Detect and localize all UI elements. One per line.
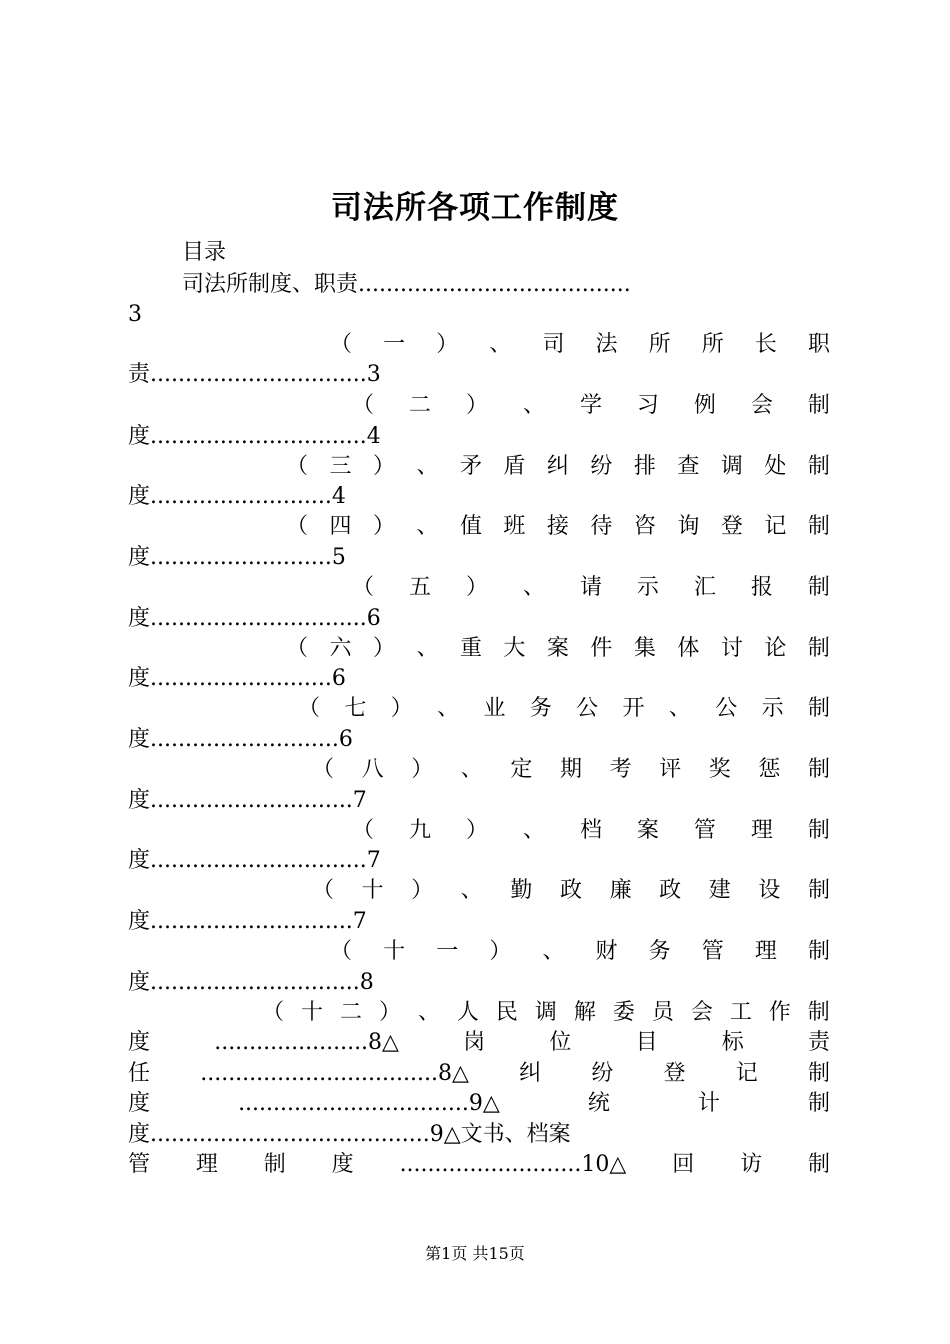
toc-char: 长: [754, 332, 777, 357]
toc-token: 岗: [463, 1030, 486, 1055]
toc-char: 公: [576, 696, 599, 721]
toc-char: 记: [764, 514, 787, 539]
toc-line: 度..............................8: [128, 970, 374, 995]
toc-char: 集: [633, 636, 656, 661]
toc-char: 班: [503, 514, 526, 539]
toc-char: ）: [372, 514, 395, 539]
toc-char: 讨: [720, 636, 743, 661]
toc-char: 、: [489, 332, 512, 357]
toc-char: 二: [408, 393, 431, 418]
toc-char: ）: [411, 757, 434, 782]
toc-char: 重: [459, 636, 482, 661]
toc-line: [128, 1026, 830, 1060]
toc-line: 司法所制度、职责.......................................: [182, 272, 631, 297]
toc-char: （: [330, 939, 353, 964]
toc-token: ..................................8△: [200, 1061, 469, 1086]
toc-char: 矛: [459, 454, 482, 479]
toc-char: 奖: [708, 757, 731, 782]
toc-token: 记: [735, 1061, 758, 1086]
toc-char: 、: [542, 939, 565, 964]
toc-char: 制: [807, 514, 830, 539]
toc-char: 五: [408, 575, 431, 600]
toc-char: 会: [690, 1000, 713, 1025]
toc-char: （: [330, 332, 353, 357]
toc-char: 制: [807, 818, 830, 843]
toc-char: 盾: [503, 454, 526, 479]
toc-char: 大: [503, 636, 526, 661]
toc-char: 制: [807, 575, 830, 600]
toc-char: 汇: [693, 575, 716, 600]
toc-char: 民: [495, 1000, 518, 1025]
toc-token: 制: [263, 1152, 286, 1177]
toc-char: ）: [465, 575, 488, 600]
toc-char: 十: [383, 939, 406, 964]
toc-char: 八: [361, 757, 384, 782]
toc-char: 学: [579, 393, 602, 418]
toc-char: 件: [590, 636, 613, 661]
toc-line: 度.............................7: [128, 909, 367, 934]
toc-token: 登: [663, 1061, 686, 1086]
toc-char: ）: [489, 939, 512, 964]
toc-line: [128, 1087, 830, 1121]
toc-line: 度.............................7: [128, 788, 367, 813]
toc-token: 制: [807, 1061, 830, 1086]
toc-char: 报: [750, 575, 773, 600]
toc-char: 期: [559, 757, 582, 782]
toc-char: 一: [436, 939, 459, 964]
toc-char: 廉: [609, 878, 632, 903]
toc-char: 、: [460, 757, 483, 782]
toc-char: 示: [761, 696, 784, 721]
toc-char: 理: [750, 818, 773, 843]
toc-token: 制: [807, 1152, 830, 1177]
toc-char: 理: [754, 939, 777, 964]
toc-token: 访: [740, 1152, 763, 1177]
toc-char: 二: [339, 1000, 362, 1025]
toc-char: 案: [636, 818, 659, 843]
toc-token: 度: [331, 1152, 354, 1177]
toc-line: [312, 874, 830, 908]
toc-char: （: [298, 696, 321, 721]
toc-heading: 目录: [182, 240, 227, 265]
toc-char: （: [312, 757, 335, 782]
toc-char: 值: [459, 514, 482, 539]
toc-char: 设: [758, 878, 781, 903]
toc-line: 度..........................4: [128, 484, 346, 509]
toc-char: （: [352, 393, 375, 418]
toc-line: [352, 571, 830, 605]
toc-char: 制: [807, 757, 830, 782]
toc-char: 所: [648, 332, 671, 357]
toc-char: 接: [546, 514, 569, 539]
toc-char: 请: [579, 575, 602, 600]
toc-char: 财: [595, 939, 618, 964]
toc-char: 例: [693, 393, 716, 418]
toc-char: 、: [522, 393, 545, 418]
toc-char: 定: [510, 757, 533, 782]
toc-line: [298, 692, 830, 726]
toc-token: 位: [549, 1030, 572, 1055]
toc-char: ）: [465, 393, 488, 418]
toc-line: 度...........................6: [128, 727, 353, 752]
toc-char: （: [262, 1000, 285, 1025]
toc-token: 纠: [519, 1061, 542, 1086]
toc-token: 管: [128, 1152, 151, 1177]
toc-char: 制: [807, 696, 830, 721]
toc-char: 、: [522, 575, 545, 600]
toc-token: 理: [195, 1152, 218, 1177]
toc-token: 统: [587, 1091, 610, 1116]
toc-char: 惩: [758, 757, 781, 782]
toc-line: [262, 996, 830, 1030]
toc-char: 、: [522, 818, 545, 843]
toc-char: 、: [437, 696, 460, 721]
toc-line: [286, 510, 830, 544]
toc-char: ）: [372, 636, 395, 661]
page-footer: 第1页 共15页: [425, 1244, 525, 1263]
toc-char: 纠: [546, 454, 569, 479]
toc-char: 所: [701, 332, 724, 357]
toc-token: ..........................10△: [399, 1152, 627, 1177]
toc-char: 解: [573, 1000, 596, 1025]
toc-char: ）: [372, 454, 395, 479]
toc-char: 务: [648, 939, 671, 964]
toc-char: 制: [807, 1000, 830, 1025]
toc-char: ）: [378, 1000, 401, 1025]
toc-token: 任: [128, 1061, 151, 1086]
toc-char: 考: [609, 757, 632, 782]
toc-char: 示: [636, 575, 659, 600]
toc-char: ）: [390, 696, 413, 721]
toc-char: 、: [416, 454, 439, 479]
toc-char: 、: [417, 1000, 440, 1025]
toc-line: [286, 632, 830, 666]
toc-char: 员: [651, 1000, 674, 1025]
toc-char: 、: [416, 514, 439, 539]
toc-line: 度...............................4: [128, 424, 381, 449]
toc-char: 排: [633, 454, 656, 479]
toc-char: 档: [579, 818, 602, 843]
toc-char: （: [312, 878, 335, 903]
toc-char: 法: [595, 332, 618, 357]
toc-line: [330, 935, 830, 969]
toc-line: [352, 389, 830, 423]
toc-char: 开: [622, 696, 645, 721]
toc-token: .................................9△: [238, 1091, 500, 1116]
toc-char: 处: [764, 454, 787, 479]
toc-token: 制: [807, 1091, 830, 1116]
toc-char: 九: [408, 818, 431, 843]
toc-line: [128, 1057, 830, 1091]
toc-char: 管: [693, 818, 716, 843]
document-title: 司法所各项工作制度: [331, 190, 619, 226]
toc-char: 职: [807, 332, 830, 357]
toc-line: 度...............................7: [128, 848, 381, 873]
toc-char: （: [352, 575, 375, 600]
toc-char: ）: [436, 332, 459, 357]
toc-token: 责: [807, 1030, 830, 1055]
toc-char: 询: [677, 514, 700, 539]
toc-char: 司: [542, 332, 565, 357]
toc-char: 纷: [590, 454, 613, 479]
toc-token: ......................8△: [214, 1030, 399, 1055]
toc-char: 评: [659, 757, 682, 782]
toc-char: 勤: [510, 878, 533, 903]
toc-char: 作: [768, 1000, 791, 1025]
toc-char: （: [286, 514, 309, 539]
toc-char: 一: [383, 332, 406, 357]
toc-char: 工: [729, 1000, 752, 1025]
toc-line: [312, 753, 830, 787]
toc-line: [330, 328, 830, 362]
toc-char: ）: [465, 818, 488, 843]
toc-char: 、: [416, 636, 439, 661]
toc-line: [352, 814, 830, 848]
toc-char: 管: [701, 939, 724, 964]
toc-token: 标: [721, 1030, 744, 1055]
toc-line: 度..........................5: [128, 545, 346, 570]
toc-char: （: [352, 818, 375, 843]
toc-line: [286, 450, 830, 484]
toc-char: 制: [807, 636, 830, 661]
toc-char: 登: [720, 514, 743, 539]
toc-char: 调: [534, 1000, 557, 1025]
toc-char: 公: [715, 696, 738, 721]
toc-token: 回: [672, 1152, 695, 1177]
toc-char: 十: [300, 1000, 323, 1025]
toc-char: 委: [612, 1000, 635, 1025]
toc-line: 责...............................3: [128, 362, 381, 387]
toc-char: （: [286, 454, 309, 479]
toc-char: 论: [764, 636, 787, 661]
toc-char: 制: [807, 393, 830, 418]
toc-char: 查: [677, 454, 700, 479]
toc-char: 制: [807, 939, 830, 964]
toc-token: 度: [128, 1030, 151, 1055]
toc-char: 调: [720, 454, 743, 479]
toc-char: 制: [807, 454, 830, 479]
toc-char: 习: [636, 393, 659, 418]
toc-token: 目: [635, 1030, 658, 1055]
toc-line: 3: [128, 302, 142, 327]
toc-char: 建: [708, 878, 731, 903]
toc-char: 十: [361, 878, 384, 903]
toc-char: 体: [677, 636, 700, 661]
toc-char: ）: [411, 878, 434, 903]
toc-char: 制: [807, 878, 830, 903]
toc-char: 案: [546, 636, 569, 661]
toc-char: 四: [329, 514, 352, 539]
toc-char: 六: [329, 636, 352, 661]
toc-char: 待: [590, 514, 613, 539]
toc-line: 度........................................9△文书、档案: [128, 1122, 571, 1147]
toc-char: 、: [460, 878, 483, 903]
toc-char: 政: [559, 878, 582, 903]
toc-char: （: [286, 636, 309, 661]
toc-token: 计: [697, 1091, 720, 1116]
toc-char: 政: [659, 878, 682, 903]
toc-char: 会: [750, 393, 773, 418]
toc-char: 务: [529, 696, 552, 721]
toc-char: 三: [329, 454, 352, 479]
toc-line: 度..........................6: [128, 666, 346, 691]
toc-token: 纷: [591, 1061, 614, 1086]
toc-char: 业: [483, 696, 506, 721]
toc-char: 七: [344, 696, 367, 721]
toc-char: 人: [456, 1000, 479, 1025]
toc-line: 度...............................6: [128, 606, 381, 631]
toc-char: 咨: [633, 514, 656, 539]
toc-line: [128, 1148, 830, 1182]
toc-token: 度: [128, 1091, 151, 1116]
toc-char: 、: [668, 696, 691, 721]
